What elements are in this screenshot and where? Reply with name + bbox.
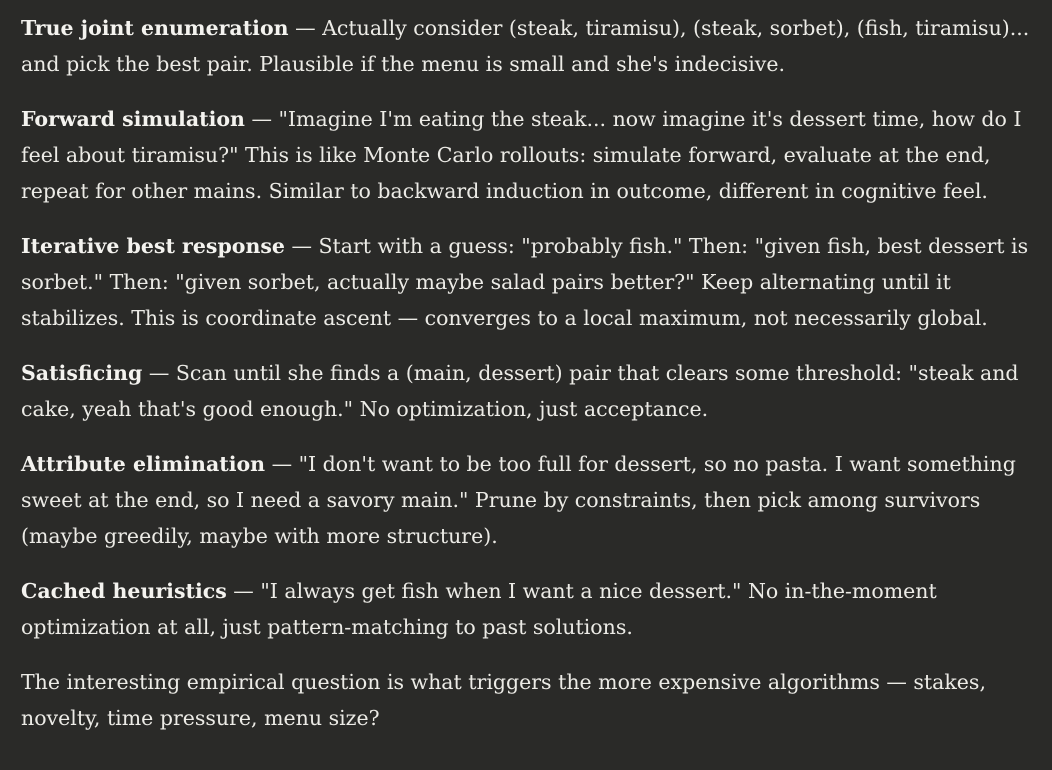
item-text: "I don't want to be too full for dessert, so no pasta. I want something sweet at the end, so I need a savory main." Prune by constraints, then pick among survivors (maybe greedily, maybe with more structure). [21, 452, 1016, 548]
item-forward-simulation [21, 101, 1038, 209]
item-separator: — [265, 452, 299, 476]
item-term: Iterative best response [21, 234, 285, 258]
item-separator: — [142, 361, 176, 385]
item-separator: — [244, 107, 279, 131]
item-text: "Imagine I'm eating the steak... now imagine it's dessert time, how do I feel about tiramisu?" This is like Monte Carlo rollouts: simulate forward, evaluate at the end, repeat for other mains. Similar to backward induction in outcome, different in cognitive feel. [21, 107, 1022, 203]
item-true-joint-enumeration [21, 10, 1038, 82]
item-term: Cached heuristics [21, 579, 227, 603]
item-text: "I always get fish when I want a nice dessert." No in-the-moment optimization at all, just pattern-matching to past solutions. [21, 579, 937, 639]
item-attribute-elimination [21, 446, 1038, 554]
item-text: Actually consider (steak, tiramisu), (steak, sorbet), (fish, tiramisu)... and pick the best pair. Plausible if the menu is small and she's indecisive. [21, 16, 1030, 76]
closing-paragraph: The interesting empirical question is what triggers the more expensive algorithms — stakes, novelty, time pressure, menu size? [21, 670, 986, 730]
item-separator: — [284, 234, 319, 258]
item-cached-heuristics [21, 573, 1038, 645]
item-term: Forward simulation [21, 107, 245, 131]
item-text: Scan until she finds a (main, dessert) pair that clears some threshold: "steak and cake, yeah that's good enough." No optimization, just acceptance. [21, 361, 1019, 421]
item-separator: — [226, 579, 261, 603]
item-term: Attribute elimination [21, 452, 266, 476]
item-separator: — [288, 16, 323, 40]
item-term: Satisficing [21, 361, 143, 385]
item-iterative-best-response [21, 228, 1038, 336]
item-text: Start with a guess: "probably fish." Then: "given fish, best dessert is sorbet." Then: "given sorbet, actually maybe salad pairs better?" Keep alternating until it stabilizes. This is coordinate ascent — converges to a local maximum, not necessarily global. [21, 234, 1029, 330]
item-term: True joint enumeration [21, 16, 289, 40]
item-satisficing [21, 355, 1038, 427]
